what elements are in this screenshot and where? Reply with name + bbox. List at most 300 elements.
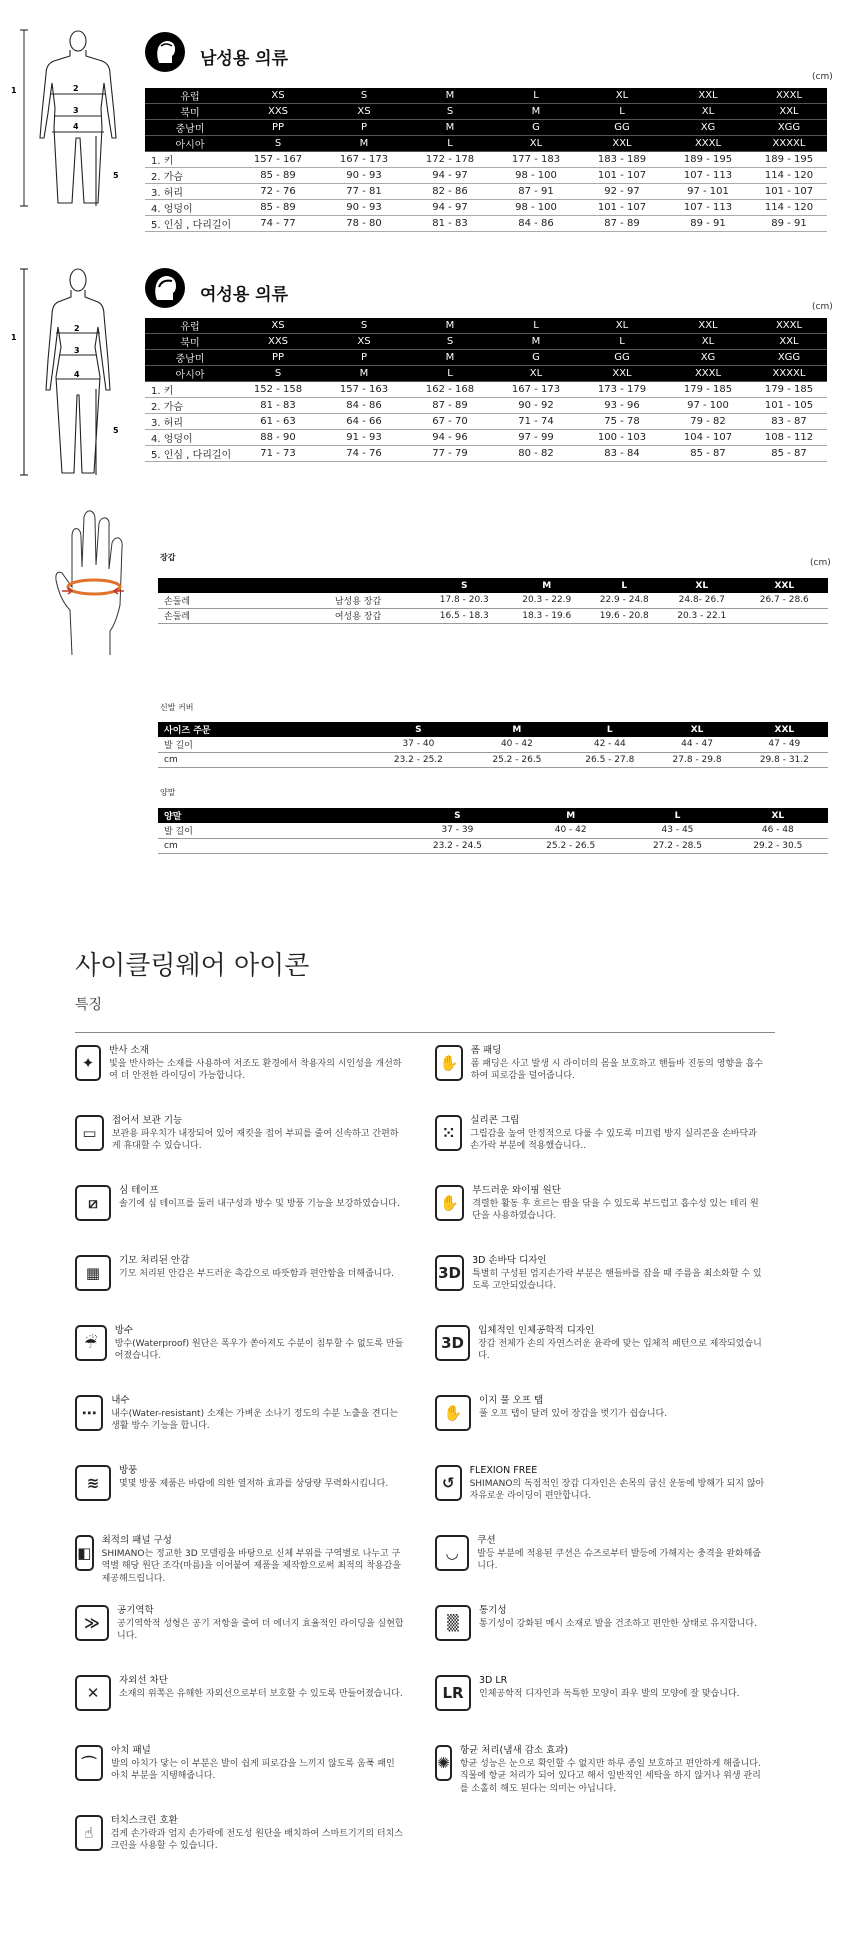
measure-value: 84 - 86	[493, 216, 579, 232]
measure-label: 3. 허리	[145, 184, 235, 200]
size-header-row	[145, 136, 827, 152]
table-cell: 발 길이	[158, 823, 401, 838]
male-head-icon	[150, 37, 180, 67]
gloves-size-table	[158, 578, 828, 624]
womens-unit: (cm)	[812, 302, 833, 312]
measure-row	[145, 216, 827, 232]
w-figure-label-3: 3	[74, 346, 80, 355]
feature-title: 심 테이프	[119, 1185, 159, 1196]
w-figure-label-4: 4	[74, 370, 80, 379]
feature-title: 자외선 차단	[119, 1675, 168, 1686]
measure-value: 89 - 91	[665, 216, 751, 232]
size-code: XXXL	[665, 136, 751, 152]
header-cell: M	[514, 808, 627, 823]
size-code: XXL	[579, 136, 665, 152]
region-label: 중남미	[145, 120, 235, 136]
silicone-grip-icon: ⁙	[435, 1115, 462, 1151]
measure-row	[145, 430, 827, 446]
region-label: 아시아	[145, 366, 235, 382]
table-cell: 25.2 - 26.5	[468, 752, 567, 767]
mens-head-icon	[145, 32, 185, 72]
feature-title: 방풍	[119, 1465, 138, 1476]
measure-value: 71 - 73	[235, 446, 321, 462]
feature-description: 보관용 파우치가 내장되어 있어 재킷을 접어 부피를 줄여 신속하고 간편하게 휴대할 수 있습니다.	[111, 1128, 399, 1151]
size-code: L	[407, 366, 493, 382]
water-resistant-icon: ⋯	[75, 1395, 103, 1431]
size-header-row	[145, 334, 827, 350]
3d-ergonomic-icon: 3D	[435, 1325, 470, 1361]
size-code: M	[493, 104, 579, 120]
table-cell: 25.2 - 26.5	[514, 838, 627, 853]
measure-value: 173 - 179	[579, 382, 665, 398]
measure-value: 88 - 90	[235, 430, 321, 446]
measure-row	[145, 184, 827, 200]
touchscreen-icon: ☝	[75, 1815, 103, 1851]
size-code: XXL	[579, 366, 665, 382]
measure-label: 2. 가슴	[145, 168, 235, 184]
measure-value: 83 - 87	[751, 414, 827, 430]
foam-padding-icon: ✋	[435, 1045, 463, 1081]
measure-label: 4. 엉덩이	[145, 200, 235, 216]
size-code: XGG	[751, 350, 827, 366]
womens-head-icon	[145, 268, 185, 308]
measure-value: 179 - 185	[751, 382, 827, 398]
size-code: XG	[665, 120, 751, 136]
header-cell: L	[627, 808, 727, 823]
header-cell	[158, 578, 296, 593]
region-label: 유럽	[145, 318, 235, 334]
feature-item	[75, 1255, 405, 1325]
region-label: 유럽	[145, 88, 235, 104]
socks-size-table	[158, 808, 828, 854]
size-header-row	[145, 88, 827, 104]
size-code: GG	[579, 350, 665, 366]
feature-item	[435, 1605, 765, 1675]
measure-value: 167 - 173	[493, 382, 579, 398]
feature-item	[435, 1045, 765, 1115]
table-cell: 46 - 48	[728, 823, 828, 838]
measure-value: 94 - 97	[407, 168, 493, 184]
measure-label: 2. 가슴	[145, 398, 235, 414]
w-figure-label-1: 1	[11, 333, 17, 342]
measure-value: 114 - 120	[751, 168, 827, 184]
header-cell: L	[566, 722, 653, 737]
measure-row	[145, 446, 827, 462]
size-code: XXL	[751, 334, 827, 350]
feature-description: 발등 부분에 적용된 쿠션은 슈즈로부터 발등에 가해지는 충격을 완화해줍니다.	[477, 1548, 761, 1571]
table-cell: 43 - 45	[627, 823, 727, 838]
measure-value: 93 - 96	[579, 398, 665, 414]
w-figure-label-2: 2	[74, 324, 80, 333]
header-cell: XL	[663, 578, 741, 593]
measure-value: 177 - 183	[493, 152, 579, 168]
size-code: S	[235, 366, 321, 382]
size-code: L	[493, 88, 579, 104]
measure-label: 5. 인심 , 다리길이	[145, 446, 235, 462]
feature-item	[75, 1745, 405, 1815]
feature-description: 풀 오프 탭이 달려 있어 장갑을 벗기가 쉽습니다.	[479, 1408, 668, 1419]
measure-value: 83 - 84	[579, 446, 665, 462]
table-cell: 16.5 - 18.3	[421, 608, 509, 623]
measure-row	[145, 168, 827, 184]
size-code: S	[235, 136, 321, 152]
table-cell: 26.7 - 28.6	[741, 593, 829, 608]
table-cell: 29.8 - 31.2	[741, 752, 828, 767]
feature-item	[75, 1535, 405, 1605]
measure-value: 92 - 97	[579, 184, 665, 200]
table-cell: 47 - 49	[741, 737, 828, 752]
feature-title: 기모 처리된 안감	[119, 1255, 190, 1266]
size-code: XL	[493, 366, 579, 382]
table-cell: 24.8- 26.7	[663, 593, 741, 608]
measure-value: 87 - 89	[579, 216, 665, 232]
hand-measure-icon	[50, 505, 135, 660]
size-code: L	[407, 136, 493, 152]
header-cell: XL	[653, 722, 740, 737]
measure-value: 89 - 91	[751, 216, 827, 232]
feature-title: 반사 소재	[109, 1045, 149, 1056]
figure-label-2: 2	[73, 84, 79, 93]
feature-description: 격렬한 활동 후 흐르는 땀을 닦을 수 있도록 부드럽고 흡수성 있는 테리 원단을 사용하였습니다.	[472, 1198, 759, 1221]
measure-value: 167 - 173	[321, 152, 407, 168]
feature-item	[435, 1535, 765, 1605]
size-code: XL	[665, 334, 751, 350]
feature-description: 인체공학적 디자인과 독특한 모양이 좌우 발의 모양에 잘 맞습니다.	[479, 1688, 740, 1699]
measure-value: 101 - 107	[579, 168, 665, 184]
figure-label-5: 5	[113, 171, 119, 180]
measure-value: 101 - 107	[751, 184, 827, 200]
feature-title: 공기역학	[117, 1605, 154, 1616]
feature-description: 소재의 위쪽은 유해한 자외선으로부터 보호할 수 있도록 만들어졌습니다.	[119, 1688, 403, 1699]
feature-title: 부드러운 와이핑 원단	[472, 1185, 561, 1196]
header-cell: XXL	[741, 722, 828, 737]
womens-size-table	[145, 318, 827, 462]
uv-protection-icon: ✕	[75, 1675, 111, 1711]
table-cell: 19.6 - 20.8	[586, 608, 664, 623]
section-divider	[75, 1032, 775, 1033]
feature-title: 접어서 보관 기능	[111, 1115, 183, 1126]
size-code: XL	[579, 318, 665, 334]
table-cell: 23.2 - 25.2	[369, 752, 468, 767]
feature-title: 방수	[114, 1325, 134, 1336]
measure-value: 84 - 86	[321, 398, 407, 414]
table-cell: 20.3 - 22.9	[508, 593, 586, 608]
icons-section-subtitle: 특징	[75, 997, 103, 1013]
feature-description: 공기역학적 성형은 공기 저항을 줄여 더 에너지 효율적인 라이딩을 실현합니다.	[117, 1618, 404, 1641]
size-code: L	[579, 104, 665, 120]
feature-item	[75, 1675, 405, 1745]
size-code: XS	[321, 104, 407, 120]
figure-label-4: 4	[73, 122, 79, 131]
size-header-row	[145, 350, 827, 366]
feature-description: 그립감을 높여 안정적으로 다룰 수 있도록 미끄럼 방지 실리콘을 손바닥과 손가락 부분에 적용했습니다..	[470, 1128, 757, 1151]
size-code: M	[407, 318, 493, 334]
feature-title: 3D LR	[479, 1675, 508, 1686]
header-cell: L	[586, 578, 664, 593]
gloves-title: 장갑	[160, 553, 176, 562]
measure-value: 87 - 91	[493, 184, 579, 200]
size-code: XXXL	[665, 366, 751, 382]
table-cell: 손둘레	[158, 608, 296, 623]
measure-value: 97 - 99	[493, 430, 579, 446]
feature-title: 최적의 패널 구성	[101, 1535, 172, 1546]
feature-description: 몇몇 방풍 제품은 바람에 의한 열저하 효과를 상당량 무력화시킵니다.	[119, 1478, 389, 1489]
feature-description: 폼 패딩은 사고 발생 시 라이더의 몸을 보호하고 핸들바 진동의 영향을 흡수하여 피로감을 덜어줍니다.	[470, 1058, 764, 1081]
size-code: XXL	[751, 104, 827, 120]
measure-value: 90 - 93	[321, 200, 407, 216]
arch-panel-icon: ⌒	[75, 1745, 103, 1781]
measure-value: 179 - 185	[665, 382, 751, 398]
female-head-icon	[150, 273, 180, 303]
measure-value: 64 - 66	[321, 414, 407, 430]
size-code: G	[493, 350, 579, 366]
measure-label: 4. 엉덩이	[145, 430, 235, 446]
table-cell: 44 - 47	[653, 737, 740, 752]
feature-title: 폼 패딩	[470, 1045, 502, 1056]
aerodynamic-icon: ≫	[75, 1605, 109, 1641]
measure-value: 67 - 70	[407, 414, 493, 430]
shoe-cover-title: 신발 커버	[160, 703, 194, 712]
size-code: M	[321, 366, 407, 382]
table-cell: 37 - 39	[401, 823, 514, 838]
size-code: P	[321, 350, 407, 366]
region-label: 북미	[145, 334, 235, 350]
measure-value: 91 - 93	[321, 430, 407, 446]
measure-label: 3. 허리	[145, 414, 235, 430]
feature-title: 실리콘 그립	[470, 1115, 520, 1126]
measure-value: 189 - 195	[751, 152, 827, 168]
feature-description: 검게 손가락과 엄지 손가락에 전도성 원단을 배치하여 스마트기기의 터치스크린을 사용할 수 있습니다.	[110, 1828, 403, 1851]
measure-value: 82 - 86	[407, 184, 493, 200]
header-cell: 사이즈 주문	[158, 722, 369, 737]
gloves-unit: (cm)	[810, 558, 831, 568]
foldable-storage-icon: ▭	[75, 1115, 104, 1151]
table-cell	[741, 608, 829, 623]
measure-row	[145, 398, 827, 414]
mens-title: 남성용 의류	[200, 49, 289, 69]
measure-value: 81 - 83	[407, 216, 493, 232]
measure-value: 98 - 100	[493, 200, 579, 216]
size-header-row	[145, 104, 827, 120]
table-row	[158, 823, 828, 838]
measure-value: 157 - 167	[235, 152, 321, 168]
measure-value: 104 - 107	[665, 430, 751, 446]
feature-item	[75, 1045, 405, 1115]
feature-item	[435, 1675, 765, 1745]
feature-item	[435, 1465, 765, 1535]
measure-value: 85 - 89	[235, 168, 321, 184]
size-code: XXS	[235, 334, 321, 350]
measure-value: 75 - 78	[579, 414, 665, 430]
table-cell: 29.2 - 30.5	[728, 838, 828, 853]
measure-value: 152 - 158	[235, 382, 321, 398]
waterproof-icon: ☔	[75, 1325, 107, 1361]
feature-description: 특별히 구성된 엄지손가락 부분은 핸들바를 잡을 때 주름을 최소화할 수 있도록 고안되었습니다.	[472, 1268, 762, 1291]
icons-section-title: 사이클링웨어 아이콘	[75, 951, 310, 981]
table-cell: cm	[158, 838, 401, 853]
feature-description: 장갑 전체가 손의 자연스러운 윤곽에 맞는 입체적 패턴으로 제작되었습니다.	[478, 1338, 762, 1361]
size-code: XXL	[665, 318, 751, 334]
measure-value: 172 - 178	[407, 152, 493, 168]
header-cell: XL	[728, 808, 828, 823]
figure-label-3: 3	[73, 106, 79, 115]
table-header-row	[158, 722, 828, 737]
measure-value: 74 - 77	[235, 216, 321, 232]
breathable-icon: ▒	[435, 1605, 471, 1641]
features-right-column	[435, 1045, 780, 1815]
header-cell: M	[468, 722, 567, 737]
size-code: S	[407, 104, 493, 120]
feature-item	[435, 1185, 765, 1255]
feature-item	[435, 1745, 765, 1815]
table-cell: cm	[158, 752, 369, 767]
shoe-cover-size-table	[158, 722, 828, 768]
header-cell: S	[369, 722, 468, 737]
table-cell: 26.5 - 27.8	[566, 752, 653, 767]
antibacterial-icon: ✺	[435, 1745, 452, 1781]
table-cell: 손둘레	[158, 593, 296, 608]
measure-value: 100 - 103	[579, 430, 665, 446]
size-code: XXXL	[751, 88, 827, 104]
size-code: P	[321, 120, 407, 136]
size-code: XXS	[235, 104, 321, 120]
feature-title: 이지 풀 오프 탭	[479, 1395, 544, 1406]
measure-value: 85 - 87	[665, 446, 751, 462]
3d-lr-icon: LR	[435, 1675, 471, 1711]
flexion-free-icon: ↺	[435, 1465, 462, 1501]
table-cell: 42 - 44	[566, 737, 653, 752]
feature-title: 3D 손바닥 디자인	[472, 1255, 547, 1266]
feature-title: FLEXION FREE	[469, 1465, 538, 1476]
size-header-row	[145, 120, 827, 136]
size-code: XXXXL	[751, 136, 827, 152]
measure-row	[145, 414, 827, 430]
measure-row	[145, 382, 827, 398]
measure-value: 108 - 112	[751, 430, 827, 446]
region-label: 중남미	[145, 350, 235, 366]
feature-item	[435, 1255, 765, 1325]
size-code: XL	[579, 88, 665, 104]
feature-title: 통기성	[479, 1605, 507, 1616]
size-code: XXXXL	[751, 366, 827, 382]
size-code: G	[493, 120, 579, 136]
feature-description: 솔기에 심 테이프를 둘러 내구성과 방수 및 방풍 기능을 보강하였습니다.	[119, 1198, 400, 1209]
size-code: M	[321, 136, 407, 152]
size-code: M	[407, 120, 493, 136]
table-cell: 여성용 장갑	[296, 608, 421, 623]
size-code: M	[407, 88, 493, 104]
measure-value: 90 - 93	[321, 168, 407, 184]
size-code: XL	[665, 104, 751, 120]
brushed-lining-icon: ▦	[75, 1255, 111, 1291]
table-header-row	[158, 808, 828, 823]
size-code: XG	[665, 350, 751, 366]
size-code: XL	[493, 136, 579, 152]
size-code: XS	[321, 334, 407, 350]
measure-value: 80 - 82	[493, 446, 579, 462]
measure-label: 1. 키	[145, 382, 235, 398]
size-code: S	[321, 318, 407, 334]
measure-value: 97 - 100	[665, 398, 751, 414]
measure-value: 94 - 97	[407, 200, 493, 216]
size-code: M	[493, 334, 579, 350]
size-code: L	[493, 318, 579, 334]
measure-value: 107 - 113	[665, 200, 751, 216]
features-left-column	[75, 1045, 415, 1885]
mens-body-figure	[8, 28, 148, 208]
table-cell: 22.9 - 24.8	[586, 593, 664, 608]
feature-item	[435, 1395, 765, 1465]
mens-body-silhouette	[8, 28, 148, 208]
measure-value: 85 - 89	[235, 200, 321, 216]
feature-item	[75, 1815, 405, 1885]
size-code: XXXL	[751, 318, 827, 334]
header-cell	[296, 578, 421, 593]
womens-body-silhouette	[8, 265, 148, 480]
header-cell: S	[421, 578, 509, 593]
measure-value: 97 - 101	[665, 184, 751, 200]
measure-value: 79 - 82	[665, 414, 751, 430]
table-row	[158, 752, 828, 767]
feature-item	[75, 1185, 405, 1255]
feature-item	[435, 1325, 765, 1395]
measure-value: 61 - 63	[235, 414, 321, 430]
feature-description: SHIMANO의 독점적인 장갑 디자인은 손목의 굽신 운동에 방해가 되지 않아 자유로운 라이딩이 편안합니다.	[469, 1478, 765, 1501]
measure-value: 74 - 76	[321, 446, 407, 462]
feature-item	[75, 1605, 405, 1675]
windproof-icon: ≋	[75, 1465, 111, 1501]
womens-body-figure	[8, 265, 148, 480]
feature-item	[75, 1395, 405, 1465]
measure-value: 98 - 100	[493, 168, 579, 184]
size-code: XS	[235, 88, 321, 104]
table-cell: 40 - 42	[514, 823, 627, 838]
feature-description: 항균 성능은 눈으로 확인할 수 없지만 하루 종일 보호하고 편안하게 해줍니다. 직물에 항균 처리가 되어 있다고 해서 일반적인 세탁을 하지 않거나 위생 관리를 소홀히 해도 된다는 의미는 아닙니다.	[459, 1758, 761, 1794]
measure-value: 189 - 195	[665, 152, 751, 168]
table-cell: 23.2 - 24.5	[401, 838, 514, 853]
measure-value: 72 - 76	[235, 184, 321, 200]
measure-value: 101 - 105	[751, 398, 827, 414]
table-cell: 27.2 - 28.5	[627, 838, 727, 853]
table-row	[158, 608, 828, 623]
feature-description: SHIMANO는 정교한 3D 모델링을 바탕으로 신체 부위를 구역별로 나누고 구역별 해당 원단 조각(마름)을 이어붙여 제품을 제작함으로써 최적의 착용감을 제공해드립니다.	[101, 1548, 402, 1584]
measure-value: 77 - 81	[321, 184, 407, 200]
table-row	[158, 593, 828, 608]
w-figure-label-5: 5	[113, 426, 119, 435]
table-cell: 20.3 - 22.1	[663, 608, 741, 623]
feature-title: 터치스크린 호환	[110, 1815, 178, 1826]
soft-wiping-icon: ✋	[435, 1185, 464, 1221]
optimal-panel-icon: ◧	[75, 1535, 94, 1571]
size-code: PP	[235, 120, 321, 136]
size-code: M	[407, 350, 493, 366]
feature-item	[75, 1115, 405, 1185]
size-code: S	[407, 334, 493, 350]
size-code: XXL	[665, 88, 751, 104]
feature-description: 방수(Waterproof) 원단은 폭우가 쏟아져도 수분이 침투할 수 없도록 만들어졌습니다.	[114, 1338, 404, 1361]
size-code: GG	[579, 120, 665, 136]
table-cell: 37 - 40	[369, 737, 468, 752]
size-code: XS	[235, 318, 321, 334]
feature-title: 아치 패널	[111, 1745, 151, 1756]
table-cell: 40 - 42	[468, 737, 567, 752]
size-code: S	[321, 88, 407, 104]
mens-unit: (cm)	[812, 72, 833, 82]
measure-value: 77 - 79	[407, 446, 493, 462]
measure-value: 157 - 163	[321, 382, 407, 398]
hand-figure	[50, 505, 135, 664]
feature-description: 발의 아치가 닿는 이 부분은 발이 쉽게 피로감을 느끼지 않도록 움푹 패인 아치 부분을 지탱해줍니다.	[111, 1758, 395, 1781]
